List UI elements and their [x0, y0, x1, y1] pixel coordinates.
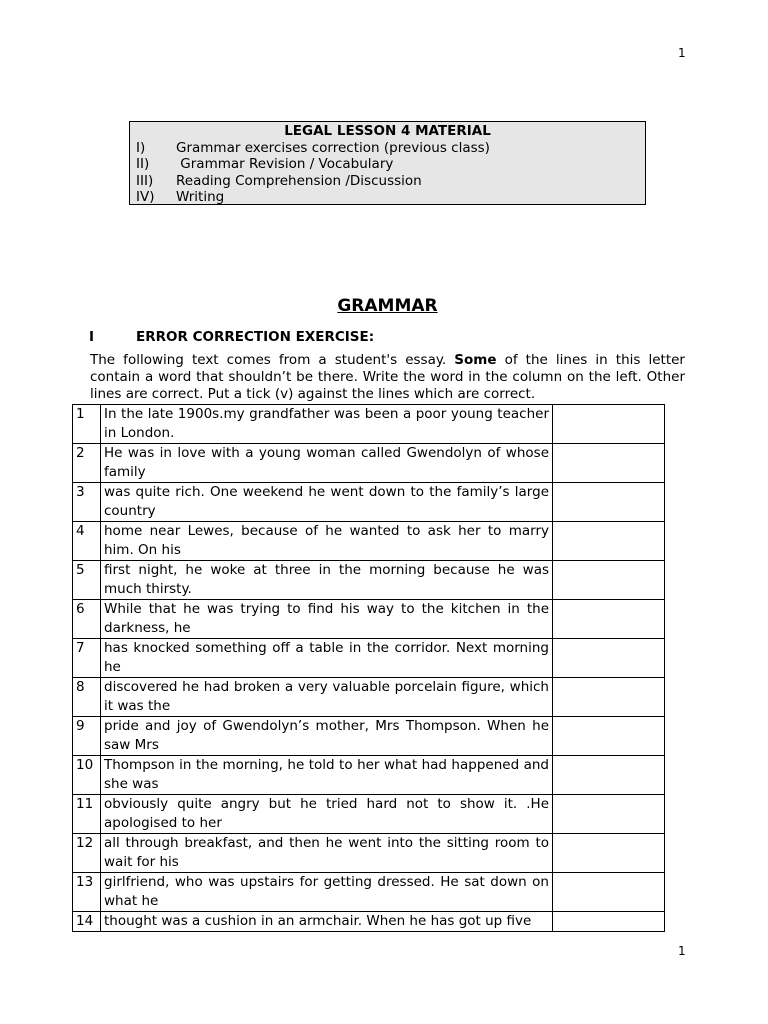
material-item-num: IV) — [136, 189, 155, 205]
line-text: discovered he had broken a very valuable porcelain figure, which it was the — [101, 678, 553, 717]
line-number: 4 — [73, 522, 101, 561]
answer-cell[interactable] — [553, 873, 665, 912]
table-row — [73, 873, 665, 912]
line-number: 13 — [73, 873, 101, 912]
answer-cell[interactable] — [553, 639, 665, 678]
instructions-bold-word: Some — [454, 352, 497, 368]
table-row — [73, 522, 665, 561]
line-text: was quite rich. One weekend he went down to the family’s large country — [101, 483, 553, 522]
answer-cell[interactable] — [553, 444, 665, 483]
material-item — [136, 140, 639, 157]
answer-cell[interactable] — [553, 561, 665, 600]
table-row — [73, 639, 665, 678]
line-text: girlfriend, who was upstairs for getting dressed. He sat down on what he — [101, 873, 553, 912]
line-number: 2 — [73, 444, 101, 483]
material-item-text: Writing — [176, 189, 225, 205]
material-item-text: Grammar Revision / Vocabulary — [176, 156, 394, 172]
line-number: 3 — [73, 483, 101, 522]
section-title: ERROR CORRECTION EXERCISE: — [136, 329, 375, 345]
answer-cell[interactable] — [553, 600, 665, 639]
line-number: 5 — [73, 561, 101, 600]
error-correction-table-body — [73, 405, 665, 932]
table-row — [73, 795, 665, 834]
grammar-heading: GRAMMAR — [337, 296, 438, 316]
line-number: 14 — [73, 912, 101, 932]
line-text: thought was a cushion in an armchair. When he has got up five — [101, 912, 553, 932]
table-row — [73, 756, 665, 795]
line-number: 7 — [73, 639, 101, 678]
error-correction-table — [72, 404, 665, 932]
table-row — [73, 405, 665, 444]
material-item — [136, 156, 639, 173]
material-item — [136, 173, 639, 190]
line-text: home near Lewes, because of he wanted to ask her to marry him. On his — [101, 522, 553, 561]
line-text: obviously quite angry but he tried hard not to show it. .He apologised to her — [101, 795, 553, 834]
table-row — [73, 444, 665, 483]
line-text: has knocked something off a table in the corridor. Next morning he — [101, 639, 553, 678]
line-number: 8 — [73, 678, 101, 717]
answer-cell[interactable] — [553, 522, 665, 561]
answer-cell[interactable] — [553, 756, 665, 795]
line-text: While that he was trying to find his way to the kitchen in the darkness, he — [101, 600, 553, 639]
table-row — [73, 834, 665, 873]
page-number-top: 1 — [678, 46, 686, 60]
line-number: 11 — [73, 795, 101, 834]
material-item-num: III) — [136, 172, 154, 189]
answer-cell[interactable] — [553, 678, 665, 717]
table-row — [73, 678, 665, 717]
table-row — [73, 912, 665, 932]
answer-cell[interactable] — [553, 717, 665, 756]
table-row — [73, 483, 665, 522]
material-item-num: II) — [136, 156, 150, 172]
section-heading — [89, 329, 374, 345]
material-title: LEGAL LESSON 4 MATERIAL — [284, 123, 491, 139]
instructions-text: of the lines in this letter contain a word that shouldn’t be there. Write the word in the column on the left. Other lines are correct. Put a tick (v) against the lines which are correct. — [90, 352, 685, 402]
material-item-num: I) — [136, 139, 146, 156]
line-text: In the late 1900s.my grandfather was been a poor young teacher in London. — [101, 405, 553, 444]
line-number: 10 — [73, 756, 101, 795]
table-row — [73, 717, 665, 756]
page-number-bottom: 1 — [678, 944, 686, 958]
material-item — [136, 189, 639, 206]
table-row — [73, 600, 665, 639]
material-item-text: Reading Comprehension /Discussion — [176, 172, 422, 189]
instructions-text: The following text comes from a student's essay. — [90, 352, 455, 368]
table-row — [73, 561, 665, 600]
line-number: 9 — [73, 717, 101, 756]
answer-cell[interactable] — [553, 912, 665, 932]
line-text: first night, he woke at three in the morning because he was much thirsty. — [101, 561, 553, 600]
lesson-material-box — [129, 121, 646, 205]
line-text: pride and joy of Gwendolyn’s mother, Mrs Thompson. When he saw Mrs — [101, 717, 553, 756]
answer-cell[interactable] — [553, 834, 665, 873]
line-text: He was in love with a young woman called Gwendolyn of whose family — [101, 444, 553, 483]
section-roman-numeral: I — [89, 329, 95, 345]
line-text: all through breakfast, and then he went into the sitting room to wait for his — [101, 834, 553, 873]
line-number: 12 — [73, 834, 101, 873]
material-item-text: Grammar exercises correction (previous class) — [176, 139, 490, 156]
answer-cell[interactable] — [553, 483, 665, 522]
line-number: 1 — [73, 405, 101, 444]
answer-cell[interactable] — [553, 795, 665, 834]
line-text: Thompson in the morning, he told to her what had happened and she was — [101, 756, 553, 795]
line-number: 6 — [73, 600, 101, 639]
exercise-instructions — [90, 352, 685, 403]
answer-cell[interactable] — [553, 405, 665, 444]
